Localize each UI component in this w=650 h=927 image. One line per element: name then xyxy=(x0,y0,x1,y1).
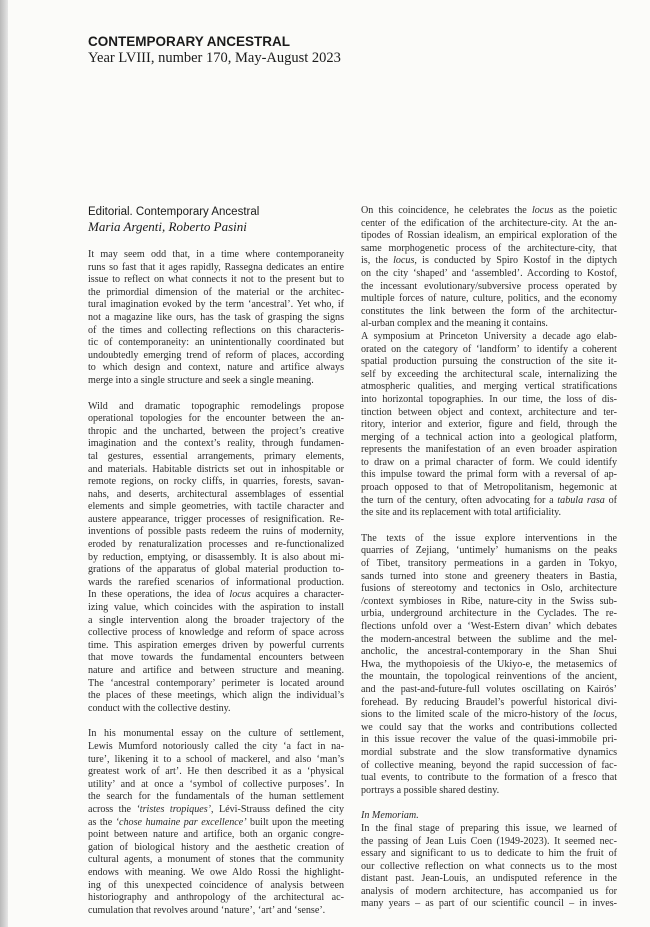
text-line: urbia, underground architecture in the Cyclades. The re- xyxy=(361,608,617,620)
paragraph-intro xyxy=(88,249,344,388)
text-line: the passing of Jean Luis Coen (1949-2023). It seemed nec- xyxy=(361,835,617,847)
italic-term: locus xyxy=(531,205,554,216)
text-line: a single intervention along the broader trajectory of the xyxy=(88,614,344,626)
text-span: , xyxy=(614,709,617,721)
italic-term: locus xyxy=(393,255,415,267)
italic-term: locus xyxy=(593,709,615,721)
text-span: the turn of the century, often advocating for a xyxy=(361,494,558,506)
text-line: multiple forces of nature, culture, politics, and the economy xyxy=(361,293,617,305)
text-line: ancholic, the ancestral-contemporary in the Shan Shui xyxy=(361,646,617,658)
text-line: center of the edification of the architecture-city. At the an- xyxy=(361,217,617,229)
text-line: The ‘ancestral contemporary’ perimeter is located around xyxy=(88,677,344,689)
italic-term: ‘tristes tropiques’ xyxy=(136,803,212,815)
text-line: eroded by renaturalization processes and re-functionalized xyxy=(88,539,344,551)
text-line: runs so fast that it ages rapidly, Rassegna dedicates an entire xyxy=(88,261,344,273)
text-line: portrays a possible shared destiny. xyxy=(361,784,500,796)
journal-title: CONTEMPORARY ANCESTRAL xyxy=(88,34,291,49)
text-line: In his monumental essay on the culture of settlement, xyxy=(88,728,344,740)
text-line: forehead. By reducing Braudel’s powerful historical divi- xyxy=(361,696,617,708)
text-line: the search for the fundamentals of the human settlement xyxy=(88,791,344,803)
text-line: flections unfold over a ‘West-Estern divan’ which debates xyxy=(361,621,617,632)
text-line: by reduction, emptying, or disassembly. It is also about mi- xyxy=(88,551,344,563)
text-line: constitutes the link between the form of the architectur- xyxy=(361,305,617,317)
italic-term: locus xyxy=(229,589,251,601)
text-line: conduct with the collective destiny. xyxy=(88,702,231,714)
text-line: to draw on a primal character of form. We could identify xyxy=(361,456,617,468)
text-line: In the final stage of preparing this issue, we learned of xyxy=(361,822,617,834)
text-line: nahs, and deserts, architectural assemblages of essential xyxy=(88,488,344,500)
text-line: proach opposed to that of Metropolitanism, hegemonic at xyxy=(361,482,617,494)
text-line: ritory, interior and exterior, figure and field, through the xyxy=(361,419,617,431)
text-line: utility’ and at once a ‘symbol of collective purposes’. In xyxy=(88,778,344,790)
paragraph-mumford xyxy=(88,728,344,917)
text-span: sions to the limited scale of the micro-history of the xyxy=(361,709,594,721)
text-line: analysis of modern architecture, has accompanied us for xyxy=(361,885,617,897)
text-line: quarries of Zejiang, ‘untimely’ humanisms on the peaks xyxy=(361,545,617,557)
memoriam-heading xyxy=(361,810,617,823)
paragraph-symposium xyxy=(361,331,617,520)
text-line: the mountain, the topological reinventions of the ancient, xyxy=(361,671,617,683)
text-line: Wild and dramatic topographic remodelings propose xyxy=(88,400,344,412)
text-line: greatest work of art’. He then described it as a ‘physical xyxy=(88,766,344,778)
text-line: It may seem odd that, in a time where contemporaneity xyxy=(88,249,344,260)
text-span: , Lévi-Strauss defined the city xyxy=(211,803,345,815)
text-line: Hwa, the mythopoiesis of the Ukiyo-e, the metasemics of xyxy=(361,658,617,670)
text-line: the incessant evolutionary/subversive process operated by xyxy=(361,280,617,292)
text-span: as the xyxy=(88,816,116,828)
text-span: In these operations, the idea of xyxy=(88,589,230,601)
text-line: self by exceeding the architectural scale, internalizing the xyxy=(361,368,617,380)
memoriam-heading-text: In Memoriam. xyxy=(361,810,419,822)
text-line: many years – as part of our scientific council – in inves- xyxy=(361,898,617,910)
text-line: grations of the apparatus of global material production to- xyxy=(88,564,344,576)
text-line: not a magazine like ours, has the task of grasping the signs xyxy=(88,311,344,323)
text-line: the modern-ancestral between the sublime and the mel- xyxy=(361,633,617,645)
text-line xyxy=(361,205,617,218)
italic-term: tabula rasa xyxy=(557,494,605,506)
text-line: tural imagination evoked by the term ‘ancestral’. Yet who, if xyxy=(88,299,344,311)
text-line: and the past-and-future-full volutes oscillating on Kairós’ xyxy=(361,683,617,695)
text-line: collective process of knowledge and reform of space across xyxy=(88,627,344,639)
text-span: acquires a character- xyxy=(250,589,344,601)
text-line: tipodes of Rossian idealism, an empirical exploration of the xyxy=(361,230,617,242)
text-line: the primordial dimension of the material or the architec- xyxy=(88,286,344,298)
text-line: time. This aspiration emerges driven by powerful currents xyxy=(88,639,344,651)
paragraph-issue-texts xyxy=(361,533,617,797)
text-span: , is conducted by Spiro Kostof in the diptych xyxy=(414,255,617,267)
text-line: ture’, likening it to a school of mackerel, and also ‘man’s xyxy=(88,753,344,765)
text-line: elements and simple geometries, with tactile character and xyxy=(88,501,344,513)
text-line: al-urban complex and the meaning it contains. xyxy=(361,318,548,330)
text-line: issue to reflect on what connects it not to the present but to xyxy=(88,274,344,286)
text-line: in this issue recover the value of the quasi-immobile pri- xyxy=(361,734,617,746)
text-line: imagination and the context’s reality, through fundamen- xyxy=(88,438,344,450)
text-line: tual events, to contribute to the formation of a fresco that xyxy=(361,772,617,784)
text-line: point between nature and artifice, both an organic congre- xyxy=(88,829,344,841)
text-line xyxy=(361,495,617,508)
editorial-title: Editorial. Contemporary Ancestral xyxy=(88,206,260,218)
text-line xyxy=(88,817,344,830)
text-line: The texts of the issue explore interventions in the xyxy=(361,532,617,544)
text-line: izing value, which coincides with the aspiration to install xyxy=(88,602,344,614)
text-line: orated on the category of ‘landform’ to identify a coherent xyxy=(361,343,617,355)
text-line: wards the rarefied scenarios of informational production. xyxy=(88,576,344,588)
text-line: this impulse toward the primal form with a reversal of ap- xyxy=(361,469,617,481)
text-line: we could say that the works and contributions collected xyxy=(361,721,617,733)
text-line: nature and artifice and between structure and meaning. xyxy=(88,665,344,676)
paragraph-in-memoriam xyxy=(361,810,617,911)
text-line: atmospheric qualities, and merging vertical stratifications xyxy=(361,381,617,393)
text-line xyxy=(88,589,344,602)
text-line: essary and significant to us to dedicate to him the fruit of xyxy=(361,848,617,860)
italic-term: ‘chose humaine par excellence’ xyxy=(115,816,247,828)
text-line: sands turned into stone and greenery theaters in Bastia, xyxy=(361,570,617,582)
text-line: of collective meaning, beyond the rapid succession of fac- xyxy=(361,759,617,771)
editorial-authors: Maria Argenti, Roberto Pasini xyxy=(88,219,247,234)
text-line: remote regions, on rocky cliffs, in quarries, forests, savan- xyxy=(88,476,344,488)
text-line: into horizontal topographies. In our time, the loss of dis- xyxy=(361,393,617,405)
paragraph-topographic-remodelings xyxy=(88,401,344,716)
text-line: fusions of stereotomy and tectonics in Oslo, architecture xyxy=(361,583,617,595)
page-edge-shadow xyxy=(0,0,8,927)
text-line: that move towards the fundamental encounters between xyxy=(88,652,344,664)
text-line: tinction between object and context, architecture and ter- xyxy=(361,406,617,418)
text-line: merge into a single structure and seek a single meaning. xyxy=(88,374,314,386)
text-line: of Tibet, transitory permeations in a garden in Tokyo, xyxy=(361,558,617,570)
paragraph-locus xyxy=(361,205,617,331)
text-line: represents the manifestation of an even broader aspiration xyxy=(361,444,617,456)
text-line: undoubtedly emerging trend of reform of places, according xyxy=(88,349,344,361)
text-line: the site and its replacement with total artificiality. xyxy=(361,507,562,519)
text-line: cultural agents, a monument of stones that the community xyxy=(88,854,344,866)
text-line xyxy=(88,804,344,817)
text-line: mordial substrate and the slow transformative dynamics xyxy=(361,746,617,758)
text-line: thropic and the uncharted, between the project’s creative xyxy=(88,425,344,437)
text-span: across the xyxy=(88,803,137,815)
text-line: ing of this unexpected coincidence of analysis between xyxy=(88,879,344,891)
text-line: gation of biological history and the aesthetic creation of xyxy=(88,841,344,853)
text-line: Lewis Mumford notoriously called the city ‘a fact in na- xyxy=(88,740,344,752)
text-line: to which design and context, nature and artifice always xyxy=(88,362,344,374)
text-line: tic of contemporaneity: an unintentionally coordinated but xyxy=(88,337,344,349)
text-line: inventions of possible pasts redeem the ruins of modernity, xyxy=(88,526,344,538)
text-line: same morphogenetic process of the architecture-city, that xyxy=(361,242,617,254)
text-span: is, the xyxy=(361,255,394,267)
text-line: historiography and anthropology of the architectural ac- xyxy=(88,892,344,904)
text-line: distant past. Jean-Louis, an undisputed reference in the xyxy=(361,873,617,885)
right-column xyxy=(361,205,617,911)
text-line: austere appearance, trigger processes of resignification. Re- xyxy=(88,513,344,525)
left-column xyxy=(88,205,344,917)
text-line: cumulation that revolves around ‘nature’, ‘art’ and ‘sense’. xyxy=(88,904,326,916)
journal-issue: Year LVIII, number 170, May-August 2023 xyxy=(88,50,341,66)
text-line: on the city ‘shaped’ and ‘assembled’. According to Kostof, xyxy=(361,267,617,279)
text-line xyxy=(361,255,617,268)
text-line: spatial production pursuing the construction of the site it- xyxy=(361,356,617,368)
text-line xyxy=(361,709,617,722)
text-line: the places of these meetings, which align the individual’s xyxy=(88,690,344,702)
text-line: operational topologies for the encounter between the an- xyxy=(88,413,344,425)
text-line: A symposium at Princeton University a decade ago elab- xyxy=(361,330,617,342)
text-line: our collective reflection on what connects us to the most xyxy=(361,860,617,872)
journal-page xyxy=(8,0,650,927)
text-span: On this coincidence, he celebrates the xyxy=(361,205,532,216)
text-line: and materials. Habitable districts set out in inhospitable or xyxy=(88,463,344,475)
text-line: of the times and collecting reflections on this characteris- xyxy=(88,324,344,336)
text-span: as the poietic xyxy=(553,205,617,216)
text-line: /context symbioses in Ribe, nature-city in the Swiss sub- xyxy=(361,595,617,607)
text-span: built upon the meeting xyxy=(246,816,344,828)
text-span: of xyxy=(604,494,617,506)
text-line: endows with meaning. We owe Aldo Rossi the highlight- xyxy=(88,866,344,878)
text-line: tal gestures, essential arrangements, primary elements, xyxy=(88,450,344,462)
text-line: merging of a technical action into a geological platform, xyxy=(361,431,617,443)
